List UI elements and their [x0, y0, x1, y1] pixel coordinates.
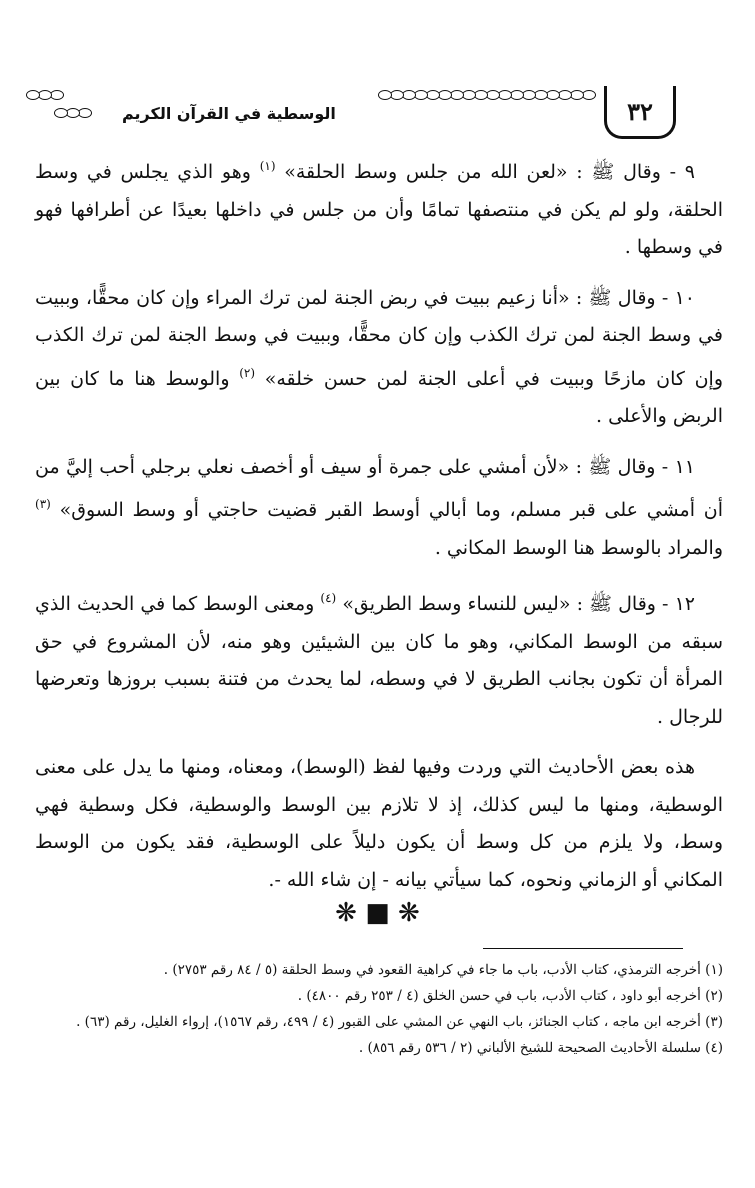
header-ornament-middle: [380, 90, 596, 100]
paragraph-hadith-12: ١٢ - وقال ﷺ : «ليس للنساء وسط الطريق» $^{(٤)}$ ومعنى الوسط كما في الحديث الذي سبقه من الوسط المكاني، وهو ما كان بين الشيئين وهو منه، لأن المشروع في حق المرأة أن تكون بجانب الطريق لا في وسطه، لما يحدث من فتنة بسبب بروزها وتعرضها للرجال .: [35, 591, 723, 728]
paragraph-conclusion: هذه بعض الأحاديث التي وردت وفيها لفظ (الوسط)، ومعناه، ومنها ما يدل على معنى الوسطية، ومنها ما ليس كذلك، إذ لا تلازم بين الوسط والوسطية، فكل وسطية فهي وسط، ولا يلزم من كل وسط أن يكون دليلاً على الوسطية، فقد يكون من الوسط المكاني أو الزماني ونحوه، كما سيأتي بيانه - إن شاء الله -.: [35, 756, 723, 891]
paragraph-hadith-10: ١٠ - وقال ﷺ : «أنا زعيم ببيت في ربض الجنة لمن ترك المراء وإن كان محقًّا، وببيت في وسط الجنة لمن ترك الكذب وإن كان محقًّا، وببيت في وسط الجنة لمن ترك الكذب وإن كان مازحًا وببيت في أعلى الجنة لمن حسن خلقه» $^{(٢)}$ والوسط هنا ما كان بين الربض والأعلى .: [35, 286, 724, 427]
footnote-ref-2: (٢): [239, 365, 256, 380]
footnote-3: (٣) أخرجه ابن ماجه ، كتاب الجنائز، باب النهي عن المشي على القبور (٤ / ٤٩٩، رقم ١٥٦٧)، إرواء الغليل، رقم (٦٣) .: [76, 1014, 723, 1030]
footnote-2: (٢) أخرجه أبو داود ، كتاب الأدب، باب في حسن الخلق (٤ / ٢٥٣ رقم ٤٨٠٠) .: [297, 988, 723, 1004]
footnote-rule: [483, 948, 683, 949]
running-title: الوسطية في القرآن الكريم: [122, 104, 336, 123]
footnote-ref-1: (١): [259, 159, 276, 173]
page-header: [28, 86, 734, 142]
footnote-1: (١) أخرجه الترمذي، كتاب الأدب، باب ما جاء في كراهية القعود في وسط الحلقة (٥ / ٨٤ رقم ٢٧٥٣) .: [163, 962, 723, 978]
header-ornament-left: [28, 90, 64, 100]
paragraph-hadith-9: ٩ - وقال ﷺ : «لعن الله من جلس وسط الحلقة» $^{(١)}$ وهو الذي يجلس في وسط الحلقة، ولو لم يكن في منتصفها تمامًا وأن من جلس في داخلها بعيدًا عن أطرافها فهو في وسطها .: [35, 159, 723, 258]
paragraph-hadith-11: ١١ - وقال ﷺ : «لأن أمشي على جمرة أو سيف أو أخصف نعلي برجلي أحب إليَّ من أن أمشي على قبر مسلم، وما أبالي أوسط القبر قضيت حاجتي أو وسط السوق» $^{(٣)}$ والمراد بالوسط هنا الوسط المكاني .: [35, 455, 723, 559]
footnote-ref-4: (٤): [320, 591, 337, 605]
footnote-4: (٤) سلسلة الأحاديث الصحيحة للشيخ الألباني (٢ / ٥٣٦ رقم ٨٥٦) .: [358, 1040, 723, 1056]
footnotes: [35, 958, 723, 1062]
body-text: [35, 148, 723, 912]
header-ornament-far-left: [56, 108, 92, 118]
section-separator: ❋ ■ ❋: [335, 898, 420, 928]
page-number: ٣٢: [604, 86, 676, 139]
footnote-ref-3: (٣): [35, 497, 51, 511]
